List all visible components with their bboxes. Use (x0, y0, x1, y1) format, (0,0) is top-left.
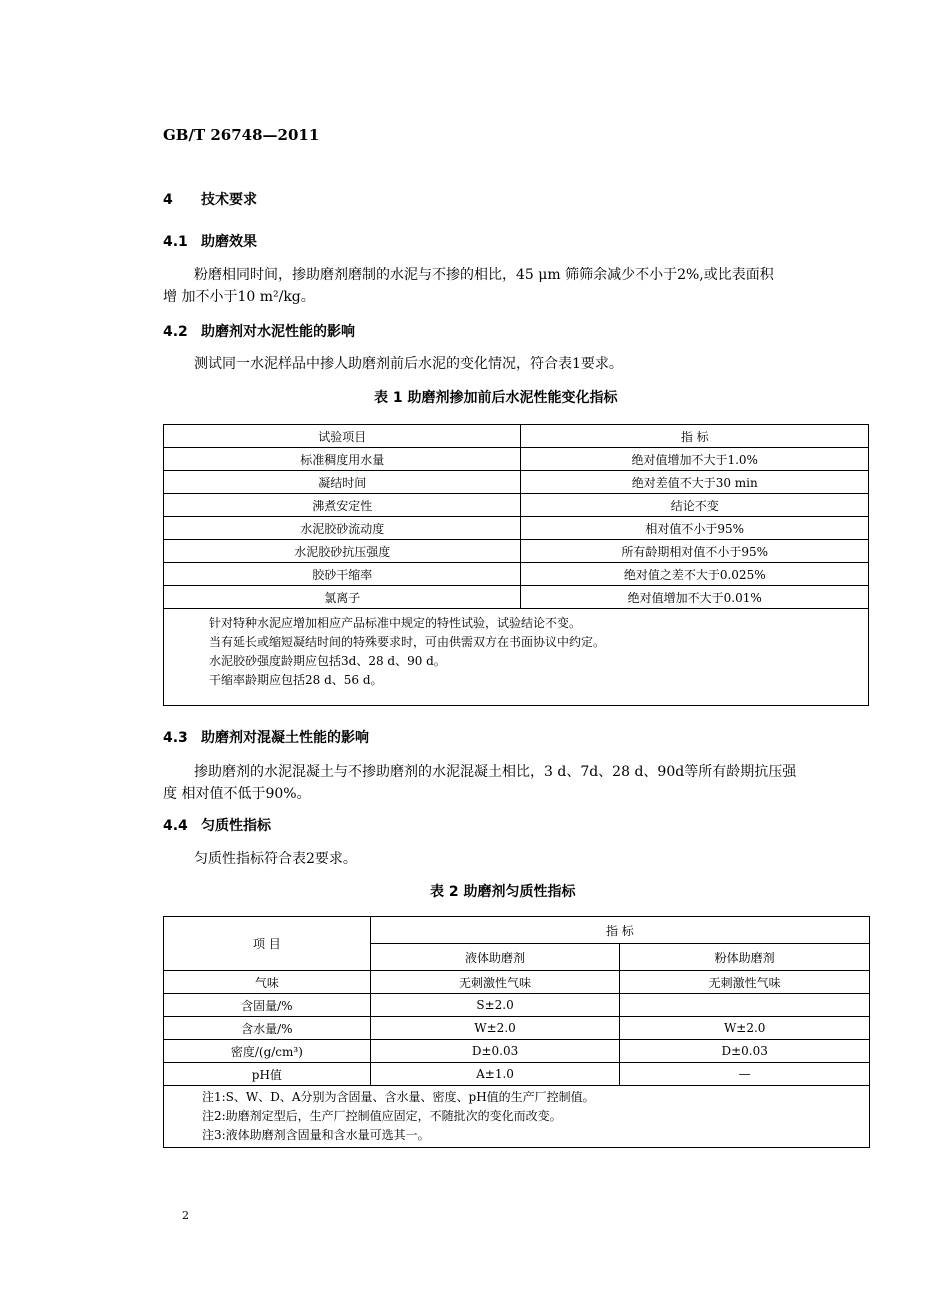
table-row (164, 471, 869, 494)
section-4-2-heading (163, 321, 355, 341)
table-cell: 绝对值增加不大于1.0% (521, 448, 869, 471)
table-cell: 密度/(g/cm³) (164, 1040, 371, 1063)
section-4-heading (163, 189, 257, 209)
table-notes-row (164, 609, 869, 706)
table-header-cell: 液体助磨剂 (370, 944, 620, 971)
table-row (164, 586, 869, 609)
table-cell (620, 994, 870, 1017)
table-1 (163, 424, 869, 706)
table-header-cell: 指 标 (521, 425, 869, 448)
table-cell: 含水量/% (164, 1017, 371, 1040)
table-row (164, 994, 870, 1017)
table-cell: 绝对值增加不大于0.01% (521, 586, 869, 609)
table-note: 当有延长或缩短凝结时间的特殊要求时，可由供需双方在书面协议中约定。 (209, 635, 606, 649)
section-number: 4.2 (163, 324, 188, 340)
section-title: 助磨效果 (201, 234, 257, 250)
section-title: 助磨剂对混凝土性能的影响 (201, 730, 369, 746)
section-number: 4.3 (163, 730, 188, 746)
table-header-cell: 指 标 (370, 917, 869, 944)
table-note: 注3:液体助磨剂含固量和含水量可选其一。 (202, 1128, 430, 1142)
paragraph-4-3-line-2: 度 相对值不低于90%。 (163, 786, 311, 802)
table-header-cell: 项 目 (164, 917, 371, 971)
table-row (164, 563, 869, 586)
table-cell: 无刺激性气味 (620, 971, 870, 994)
table-notes (164, 609, 869, 706)
table-cell: pH值 (164, 1063, 371, 1086)
section-4-3-heading (163, 727, 369, 747)
table-cell: A±1.0 (370, 1063, 620, 1086)
table-cell: — (620, 1063, 870, 1086)
section-4-1-heading (163, 231, 257, 251)
table-row (164, 1040, 870, 1063)
table-row (164, 517, 869, 540)
table-1-caption: 表 1 助磨剂掺加前后水泥性能变化指标 (374, 390, 618, 406)
table-row-header (164, 917, 870, 944)
table-cell: 相对值不小于95% (521, 517, 869, 540)
table-note: 注1:S、W、D、A分别为含固量、含水量、密度、pH值的生产厂控制值。 (202, 1090, 595, 1104)
table-cell: D±0.03 (370, 1040, 620, 1063)
table-cell: 沸煮安定性 (164, 494, 521, 517)
paragraph-4-1-line-2: 增 加不小于10 m²/kg。 (163, 289, 315, 305)
table-cell: 氯离子 (164, 586, 521, 609)
table-notes (164, 1086, 870, 1148)
table-note: 注2:助磨剂定型后，生产厂控制值应固定，不随批次的变化而改变。 (202, 1109, 562, 1123)
table-2 (163, 916, 870, 1148)
table-cell: 绝对值之差不大于0.025% (521, 563, 869, 586)
table-row (164, 540, 869, 563)
table-cell: W±2.0 (370, 1017, 620, 1040)
table-cell: 胶砂干缩率 (164, 563, 521, 586)
standard-number: GB/T 26748—2011 (163, 126, 320, 144)
table-cell: 所有龄期相对值不小于95% (521, 540, 869, 563)
table-row (164, 494, 869, 517)
section-title: 助磨剂对水泥性能的影响 (201, 324, 355, 340)
table-row (164, 971, 870, 994)
paragraph-4-2: 测试同一水泥样品中掺人助磨剂前后水泥的变化情况，符合表1要求。 (194, 356, 623, 372)
paragraph-4-1-line-1: 粉磨相同时间，掺助磨剂磨制的水泥与不掺的相比，45 μm 筛筛余减少不小于2%,或比表面积 (194, 267, 774, 283)
table-header-cell: 粉体助磨剂 (620, 944, 870, 971)
table-notes-row (164, 1086, 870, 1148)
paragraph-4-4: 匀质性指标符合表2要求。 (194, 851, 357, 867)
table-cell: 绝对差值不大于30 min (521, 471, 869, 494)
section-4-4-heading (163, 815, 271, 835)
section-number: 4.1 (163, 234, 188, 250)
table-cell: 含固量/% (164, 994, 371, 1017)
table-row-header (164, 425, 869, 448)
section-number: 4 (163, 192, 173, 208)
table-note: 干缩率龄期应包括28 d、56 d。 (209, 673, 383, 687)
table-cell: S±2.0 (370, 994, 620, 1017)
table-cell: 水泥胶砂抗压强度 (164, 540, 521, 563)
table-header-cell: 试验项目 (164, 425, 521, 448)
table-cell: 凝结时间 (164, 471, 521, 494)
table-cell: 结论不变 (521, 494, 869, 517)
table-cell: 无刺激性气味 (370, 971, 620, 994)
table-note: 水泥胶砂强度龄期应包括3d、28 d、90 d。 (209, 654, 446, 668)
table-2-caption: 表 2 助磨剂匀质性指标 (430, 884, 576, 900)
table-cell: 气味 (164, 971, 371, 994)
table-note: 针对特种水泥应增加相应产品标准中规定的特性试验，试验结论不变。 (209, 616, 582, 630)
table-row (164, 1017, 870, 1040)
table-cell: W±2.0 (620, 1017, 870, 1040)
paragraph-4-3-line-1: 掺助磨剂的水泥混凝土与不掺助磨剂的水泥混凝土相比，3 d、7d、28 d、90d等所有龄期抗压强 (194, 764, 797, 780)
section-title: 匀质性指标 (201, 818, 271, 834)
page-number: 2 (182, 1209, 189, 1222)
table-cell: D±0.03 (620, 1040, 870, 1063)
table-cell: 水泥胶砂流动度 (164, 517, 521, 540)
section-title: 技术要求 (201, 192, 257, 208)
section-number: 4.4 (163, 818, 188, 834)
table-cell: 标准稠度用水量 (164, 448, 521, 471)
table-row (164, 448, 869, 471)
table-row (164, 1063, 870, 1086)
